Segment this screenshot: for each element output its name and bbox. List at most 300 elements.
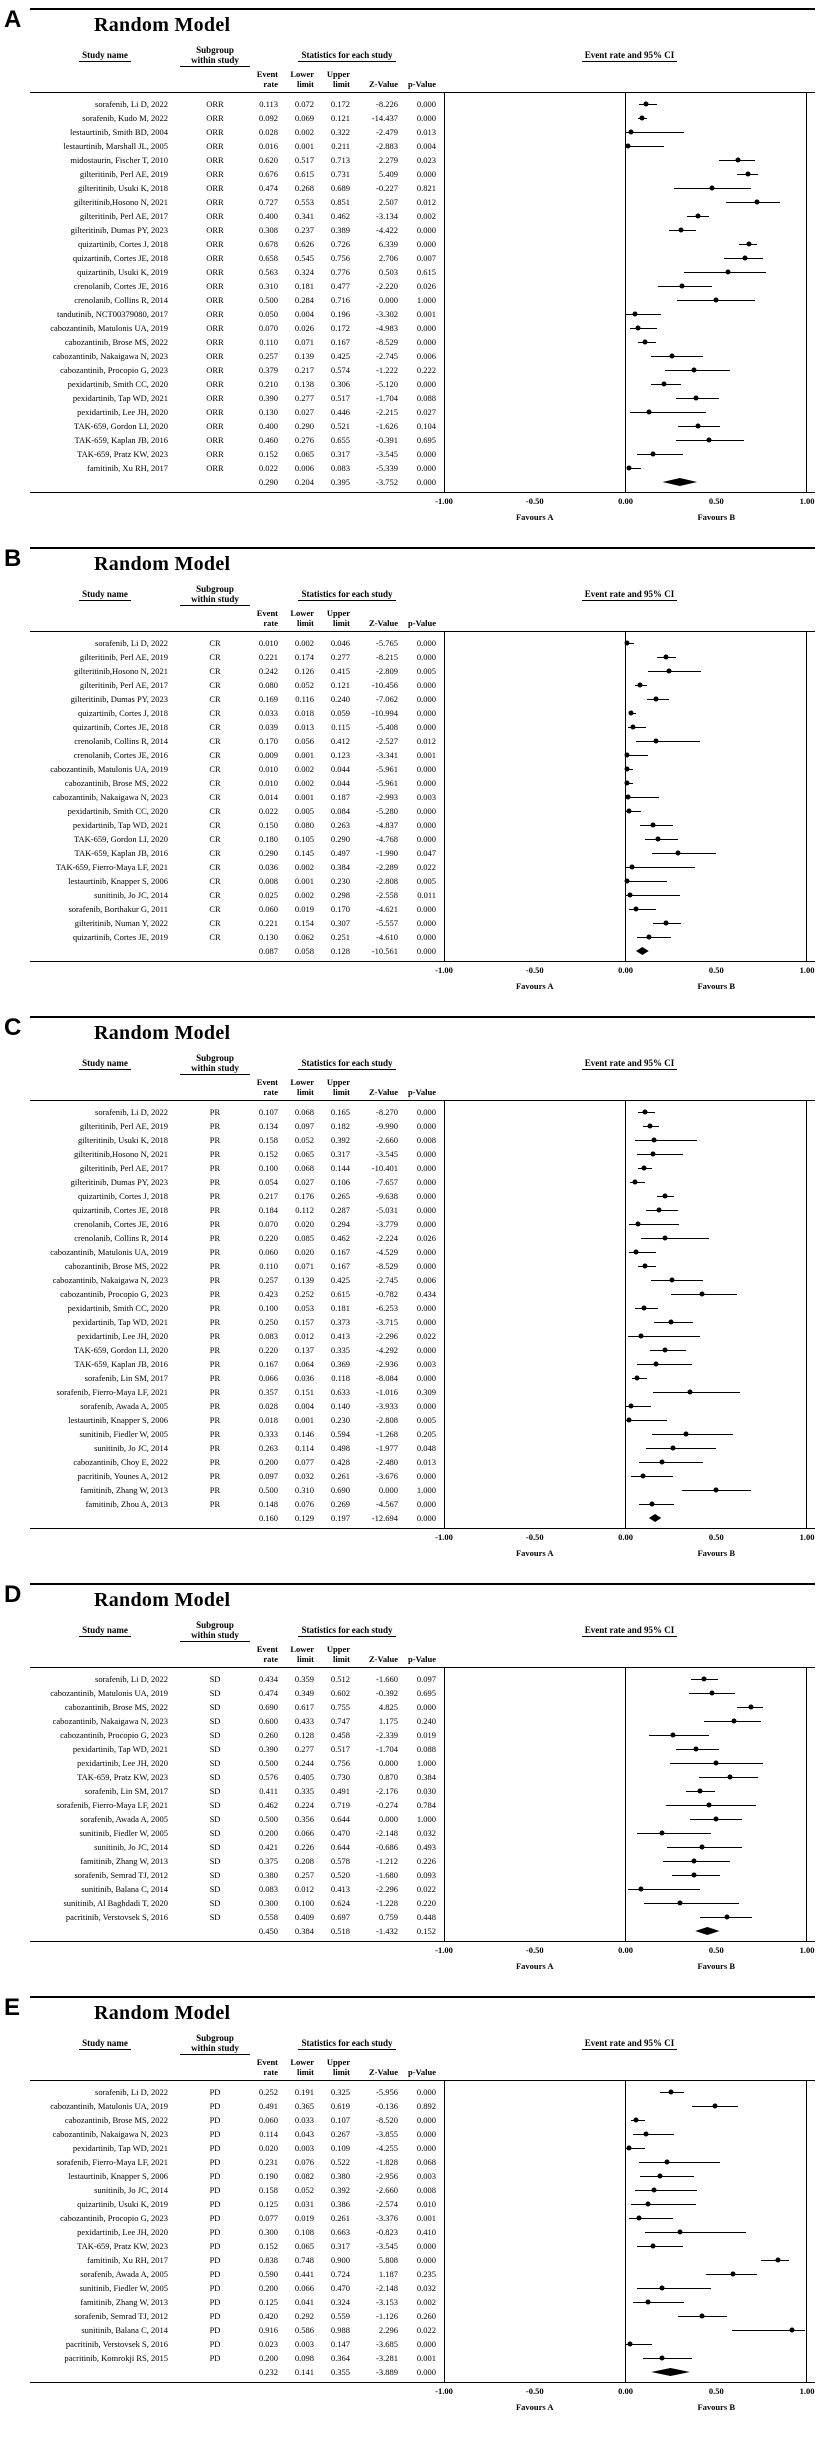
study-row	[30, 1231, 815, 1245]
point-estimate-marker	[746, 172, 751, 177]
study-row	[30, 2099, 815, 2113]
subgroup-code: CR	[209, 680, 221, 690]
study-name: quizartinib, Cortes JE, 2018	[72, 722, 168, 732]
p-value: 0.006	[416, 351, 436, 361]
subgroup-code: ORR	[206, 281, 224, 291]
ci-plot-cell	[444, 748, 807, 762]
lower-limit-value: 0.146	[294, 1429, 314, 1439]
study-row	[30, 209, 815, 223]
upper-limit-value: 0.384	[330, 862, 350, 872]
point-estimate-marker	[706, 438, 711, 443]
z-value: -0.227	[376, 183, 398, 193]
z-value: -2.660	[376, 1135, 398, 1145]
study-row	[30, 888, 815, 902]
study-row	[30, 1399, 815, 1413]
study-row	[30, 1812, 815, 1826]
axis-tick-label: -1.00	[435, 1945, 453, 1955]
point-estimate-marker	[650, 823, 655, 828]
z-value: -1.228	[376, 1898, 398, 1908]
lower-limit-value: 0.065	[294, 1149, 314, 1159]
point-estimate-marker	[736, 158, 741, 163]
study-name: quizartinib, Usuki K, 2019	[77, 267, 168, 277]
point-estimate-marker	[732, 1719, 737, 1724]
lower-limit-value: 0.112	[295, 1205, 314, 1215]
ci-line	[639, 1462, 703, 1463]
point-estimate-marker	[662, 1194, 667, 1199]
ci-plot-cell	[444, 349, 807, 363]
lower-limit-value: 0.004	[294, 309, 314, 319]
study-row	[30, 650, 815, 664]
point-estimate-marker	[714, 1488, 719, 1493]
study-name: pexidartinib, Smith CC, 2020	[67, 379, 168, 389]
p-value: 0.000	[416, 834, 436, 844]
upper-limit-value: 0.517	[330, 1744, 350, 1754]
lower-limit-value: 0.154	[294, 918, 314, 928]
subgroup-code: ORR	[206, 379, 224, 389]
lower-limit-value: 0.276	[294, 435, 314, 445]
upper-limit-value: 0.121	[330, 113, 350, 123]
z-value: 6.339	[378, 239, 398, 249]
ci-plot-cell	[444, 1441, 807, 1455]
event-rate-value: 0.400	[258, 421, 278, 431]
axis-plot	[435, 2385, 815, 2413]
upper-limit-value: 0.988	[330, 2325, 350, 2335]
lower-limit-value: 0.217	[294, 365, 314, 375]
event-rate-value: 0.390	[258, 393, 278, 403]
p-value: 0.006	[416, 1275, 436, 1285]
study-name: quizartinib, Cortes JE, 2018	[72, 253, 168, 263]
ci-plot-cell	[444, 832, 807, 846]
subgroup-code: CR	[209, 890, 221, 900]
stat-col-header-lower-limit: Lower limit	[290, 1644, 314, 1664]
event-rate-value: 0.200	[258, 1457, 278, 1467]
ci-plot-cell	[444, 1189, 807, 1203]
upper-limit-value: 0.121	[330, 680, 350, 690]
study-name: cabozantinib, Brose MS, 2022	[64, 2115, 168, 2125]
point-estimate-marker	[707, 1803, 712, 1808]
point-estimate-marker	[627, 809, 632, 814]
study-row	[30, 1441, 815, 1455]
event-rate-value: 0.025	[258, 890, 278, 900]
ci-plot-cell	[444, 433, 807, 447]
event-rate-value: 0.010	[258, 638, 278, 648]
p-value: 0.000	[416, 1317, 436, 1327]
event-rate-value: 0.600	[258, 1716, 278, 1726]
study-name: crenolanib, Collins R, 2014	[74, 736, 168, 746]
lower-limit-value: 0.003	[294, 2339, 314, 2349]
p-value: 0.027	[416, 407, 436, 417]
subgroup-code: ORR	[206, 393, 224, 403]
study-name: gilteritinib, Perl AE, 2017	[79, 1163, 168, 1173]
ci-plot-cell	[444, 650, 807, 664]
lower-limit-value: 0.441	[294, 2269, 314, 2279]
event-rate-value: 0.290	[258, 848, 278, 858]
p-value: 0.022	[416, 2325, 436, 2335]
upper-limit-value: 0.140	[330, 1401, 350, 1411]
study-row	[30, 1770, 815, 1784]
point-estimate-marker	[669, 2090, 674, 2095]
ci-plot-cell	[444, 447, 807, 461]
point-estimate-marker	[714, 1817, 719, 1822]
ci-plot-cell	[444, 1301, 807, 1315]
subgroup-code: PD	[209, 2227, 221, 2237]
p-value: 0.448	[416, 1912, 436, 1922]
lower-limit-value: 0.174	[294, 652, 314, 662]
p-value: 0.022	[416, 862, 436, 872]
z-value: -9.638	[376, 1191, 398, 1201]
subgroup-code: PR	[209, 1443, 221, 1453]
study-row	[30, 1161, 815, 1175]
upper-limit-value: 0.413	[330, 1884, 350, 1894]
z-value: -2.296	[376, 1331, 398, 1341]
lower-limit-value: 0.139	[294, 1275, 314, 1285]
subgroup-code: PR	[209, 1317, 221, 1327]
subgroup-code: SD	[209, 1842, 221, 1852]
subgroup-code: SD	[209, 1814, 221, 1824]
ci-plot-cell	[444, 363, 807, 377]
z-value: 1.187	[378, 2269, 398, 2279]
upper-limit-value: 0.240	[330, 694, 350, 704]
z-value: -4.292	[376, 1345, 398, 1355]
point-estimate-marker	[665, 2160, 670, 2165]
ci-plot-cell	[444, 916, 807, 930]
event-rate-value: 0.400	[258, 211, 278, 221]
study-name: cabozantinib, Nakaigawa N, 2023	[52, 1275, 168, 1285]
stat-col-header-z-value: Z-Value	[369, 618, 398, 628]
col-header-subgroup: Subgroup within study	[180, 45, 250, 67]
p-value: 0.010	[416, 2199, 436, 2209]
ci-plot-cell	[444, 335, 807, 349]
event-rate-value: 0.462	[258, 1800, 278, 1810]
event-rate-value: 0.018	[258, 1415, 278, 1425]
p-value: 0.000	[416, 2367, 436, 2377]
study-name: lestaurtinib, Knapper S, 2006	[68, 876, 168, 886]
p-value: 0.013	[416, 1457, 436, 1467]
study-row	[30, 692, 815, 706]
study-row	[30, 405, 815, 419]
axis-plot	[435, 495, 815, 523]
point-estimate-marker	[671, 1446, 676, 1451]
p-value: 0.000	[416, 2115, 436, 2125]
col-header-ci: Event rate and 95% CI	[582, 2038, 678, 2050]
point-estimate-marker	[634, 2118, 639, 2123]
study-name: lestaurtinib, Smith BD, 2004	[70, 127, 168, 137]
point-estimate-marker	[656, 1208, 661, 1213]
stat-col-header-event-rate: Event rate	[256, 1077, 278, 1097]
p-value: 0.000	[416, 225, 436, 235]
event-rate-value: 0.114	[259, 2129, 278, 2139]
upper-limit-value: 0.716	[330, 295, 350, 305]
axis-tick-label: 1.00	[799, 965, 815, 975]
event-rate-value: 0.232	[258, 2367, 278, 2377]
z-value: -4.529	[376, 1247, 398, 1257]
point-estimate-marker	[654, 739, 659, 744]
z-value: -4.983	[376, 323, 398, 333]
study-row	[30, 1343, 815, 1357]
z-value: -3.545	[376, 449, 398, 459]
lower-limit-value: 0.002	[294, 127, 314, 137]
upper-limit-value: 0.730	[330, 1772, 350, 1782]
z-value: -8.084	[376, 1373, 398, 1383]
study-row	[30, 1287, 815, 1301]
axis-plot	[435, 1531, 815, 1559]
event-rate-value: 0.590	[258, 2269, 278, 2279]
panel-title: Random Model	[94, 553, 231, 575]
event-rate-value: 0.727	[258, 197, 278, 207]
p-value: 0.104	[416, 421, 436, 431]
ci-plot-cell	[444, 181, 807, 195]
study-name: famitinib, Zhou A, 2013	[85, 1499, 168, 1509]
upper-limit-value: 0.106	[330, 1177, 350, 1187]
subgroup-code: ORR	[206, 239, 224, 249]
subgroup-code: CR	[209, 792, 221, 802]
point-estimate-marker	[692, 1873, 697, 1878]
lower-limit-value: 0.284	[294, 295, 314, 305]
point-estimate-marker	[646, 2300, 651, 2305]
lower-limit-value: 0.076	[294, 1499, 314, 1509]
p-value: 0.001	[416, 2213, 436, 2223]
study-name: sunitinib, Jo JC, 2014	[94, 1842, 168, 1852]
event-rate-value: 0.180	[258, 834, 278, 844]
stat-col-header-p-value: p-Value	[407, 2067, 436, 2077]
stat-col-header-z-value: Z-Value	[369, 79, 398, 89]
event-rate-value: 0.420	[258, 2311, 278, 2321]
event-rate-value: 0.310	[258, 281, 278, 291]
study-row	[30, 391, 815, 405]
ci-plot-cell	[444, 125, 807, 139]
study-name: gilteritinib, Dumas PY, 2023	[70, 225, 168, 235]
study-row	[30, 293, 815, 307]
ci-plot-cell	[444, 720, 807, 734]
event-rate-value: 0.097	[258, 1471, 278, 1481]
z-value: -3.676	[376, 1471, 398, 1481]
study-row	[30, 1189, 815, 1203]
rows-region	[30, 1668, 815, 1942]
point-estimate-marker	[632, 312, 637, 317]
ci-line	[663, 1861, 730, 1862]
z-value: -5.339	[376, 463, 398, 473]
point-estimate-marker	[692, 368, 697, 373]
upper-limit-value: 0.364	[330, 2353, 350, 2363]
ci-plot-cell	[444, 2309, 807, 2323]
study-name: sunitinib, Fiedler W, 2005	[79, 2283, 168, 2293]
ci-line	[648, 671, 700, 672]
upper-limit-value: 0.265	[330, 1191, 350, 1201]
event-rate-value: 0.423	[258, 1289, 278, 1299]
z-value: -1.222	[376, 365, 398, 375]
event-rate-value: 0.200	[258, 2353, 278, 2363]
p-value: 0.019	[416, 1730, 436, 1740]
panel-letter: A	[4, 6, 22, 33]
ci-line	[626, 1420, 668, 1421]
event-rate-value: 0.070	[258, 323, 278, 333]
p-value: 0.026	[416, 281, 436, 291]
z-value: -3.281	[376, 2353, 398, 2363]
lower-limit-value: 0.517	[294, 155, 314, 165]
ci-line	[637, 937, 671, 938]
upper-limit-value: 0.498	[330, 1443, 350, 1453]
panel-letter: E	[4, 1994, 21, 2021]
study-row	[30, 2253, 815, 2267]
subgroup-code: PR	[209, 1107, 221, 1117]
lower-limit-value: 0.586	[294, 2325, 314, 2335]
col-header-subgroup: Subgroup within study	[180, 2033, 250, 2055]
study-name: pexidartinib, Smith CC, 2020	[67, 806, 168, 816]
point-estimate-marker	[694, 1747, 699, 1752]
study-name: cabozantinib, Nakaigawa N, 2023	[52, 792, 168, 802]
study-row	[30, 1203, 815, 1217]
study-row	[30, 321, 815, 335]
lower-limit-value: 0.002	[294, 764, 314, 774]
col-header-statistics: Statistics for each study	[298, 1058, 395, 1070]
point-estimate-marker	[670, 1733, 675, 1738]
study-name: cabozantinib, Matulonis UA, 2019	[50, 764, 168, 774]
z-value: -3.685	[376, 2339, 398, 2349]
ci-line	[630, 412, 706, 413]
p-value: 0.012	[416, 736, 436, 746]
subgroup-code: ORR	[206, 365, 224, 375]
study-name: sorafenib, Li D, 2022	[95, 1107, 168, 1117]
z-value: -8.270	[376, 1107, 398, 1117]
study-name: pexidartinib, Tap WD, 2021	[72, 1317, 168, 1327]
point-estimate-marker	[624, 879, 629, 884]
p-value: 0.000	[416, 904, 436, 914]
col-header-ci: Event rate and 95% CI	[582, 50, 678, 62]
p-value: 0.000	[416, 638, 436, 648]
z-value: -2.993	[376, 792, 398, 802]
study-row	[30, 125, 815, 139]
study-name: gilteritinib,Hosono N, 2021	[74, 197, 168, 207]
point-estimate-marker	[628, 130, 633, 135]
subgroup-code: SD	[209, 1912, 221, 1922]
upper-limit-value: 0.392	[330, 1135, 350, 1145]
ci-line	[665, 370, 730, 371]
study-row	[30, 790, 815, 804]
z-value: -7.657	[376, 1177, 398, 1187]
point-estimate-marker	[789, 2328, 794, 2333]
study-name: famitinib, Xu RH, 2017	[87, 463, 168, 473]
p-value: 0.000	[416, 2143, 436, 2153]
ci-plot-cell	[444, 391, 807, 405]
upper-limit-value: 0.497	[330, 848, 350, 858]
z-value: 2.507	[378, 197, 398, 207]
forest-panel	[2, 8, 815, 523]
subgroup-code: PR	[209, 1373, 221, 1383]
z-value: 0.759	[378, 1912, 398, 1922]
study-name: sorafenib, Lin SM, 2017	[84, 1786, 168, 1796]
upper-limit-value: 0.578	[330, 1856, 350, 1866]
point-estimate-marker	[638, 1334, 643, 1339]
upper-limit-value: 0.415	[330, 666, 350, 676]
p-value: 0.000	[416, 1373, 436, 1383]
upper-limit-value: 0.520	[330, 1870, 350, 1880]
axis-tick-label: -0.50	[525, 1945, 544, 1955]
lower-limit-value: 0.615	[294, 169, 314, 179]
col-header-ci: Event rate and 95% CI	[582, 1058, 678, 1070]
study-name: sorafenib, Fierro-Maya LF, 2021	[56, 1387, 168, 1397]
z-value: -2.148	[376, 2283, 398, 2293]
upper-limit-value: 0.118	[331, 1373, 350, 1383]
z-value: -3.889	[376, 2367, 398, 2377]
study-row	[30, 720, 815, 734]
ci-plot-cell	[444, 2267, 807, 2281]
upper-limit-value: 0.170	[330, 904, 350, 914]
p-value: 0.000	[416, 99, 436, 109]
subgroup-code: PD	[209, 2185, 221, 2195]
lower-limit-value: 0.237	[294, 225, 314, 235]
event-rate-value: 0.690	[258, 1702, 278, 1712]
subgroup-code: CR	[209, 708, 221, 718]
ci-line	[626, 797, 660, 798]
study-row	[30, 153, 815, 167]
point-estimate-marker	[691, 1859, 696, 1864]
subgroup-code: ORR	[206, 197, 224, 207]
point-estimate-marker	[644, 2132, 649, 2137]
z-value: -3.752	[376, 477, 398, 487]
point-estimate-marker	[659, 2286, 664, 2291]
z-value: -9.990	[376, 1121, 398, 1131]
ci-plot-cell	[444, 307, 807, 321]
upper-limit-value: 0.355	[330, 2367, 350, 2377]
study-name: cabozantinib, Matulonis UA, 2019	[50, 1247, 168, 1257]
subgroup-code: PR	[209, 1163, 221, 1173]
ci-plot-cell	[444, 860, 807, 874]
axis-band	[30, 495, 815, 523]
p-value: 0.000	[416, 2339, 436, 2349]
axis-tick-label: -1.00	[435, 965, 453, 975]
z-value: -0.274	[376, 1800, 398, 1810]
z-value: -1.704	[376, 393, 398, 403]
z-value: -1.828	[376, 2157, 398, 2167]
p-value: 0.005	[416, 876, 436, 886]
lower-limit-value: 0.062	[294, 932, 314, 942]
z-value: -12.694	[371, 1513, 398, 1523]
z-value: -5.408	[376, 722, 398, 732]
study-row	[30, 1854, 815, 1868]
overall-row	[30, 2365, 815, 2379]
lower-limit-value: 0.001	[294, 876, 314, 886]
z-value: 0.000	[378, 1758, 398, 1768]
subgroup-code: PD	[209, 2339, 221, 2349]
axis-tick-label: -0.50	[525, 1532, 544, 1542]
study-row	[30, 335, 815, 349]
study-name: lestaurtinib, Marshall JL, 2005	[63, 141, 168, 151]
lower-limit-value: 0.204	[294, 477, 314, 487]
subgroup-code: PD	[209, 2129, 221, 2139]
ci-plot-cell	[444, 475, 807, 489]
z-value: -2.339	[376, 1730, 398, 1740]
subgroup-code: PR	[209, 1219, 221, 1229]
lower-limit-value: 0.065	[294, 2241, 314, 2251]
ci-plot-cell	[444, 2295, 807, 2309]
axis-tick-label: -1.00	[435, 1532, 453, 1542]
study-row	[30, 1840, 815, 1854]
event-rate-value: 0.558	[258, 1912, 278, 1922]
event-rate-value: 0.576	[258, 1772, 278, 1782]
event-rate-value: 0.221	[258, 652, 278, 662]
study-row	[30, 2239, 815, 2253]
upper-limit-value: 0.307	[330, 918, 350, 928]
point-estimate-marker	[659, 1831, 664, 1836]
axis-tick-label: 1.00	[799, 496, 815, 506]
upper-limit-value: 0.512	[330, 1674, 350, 1684]
upper-limit-value: 0.298	[330, 890, 350, 900]
study-name: gilteritinib, Perl AE, 2019	[79, 652, 168, 662]
subgroup-code: PR	[209, 1429, 221, 1439]
lower-limit-value: 0.052	[294, 2185, 314, 2195]
ci-plot-cell	[444, 1231, 807, 1245]
lower-limit-value: 0.001	[294, 141, 314, 151]
